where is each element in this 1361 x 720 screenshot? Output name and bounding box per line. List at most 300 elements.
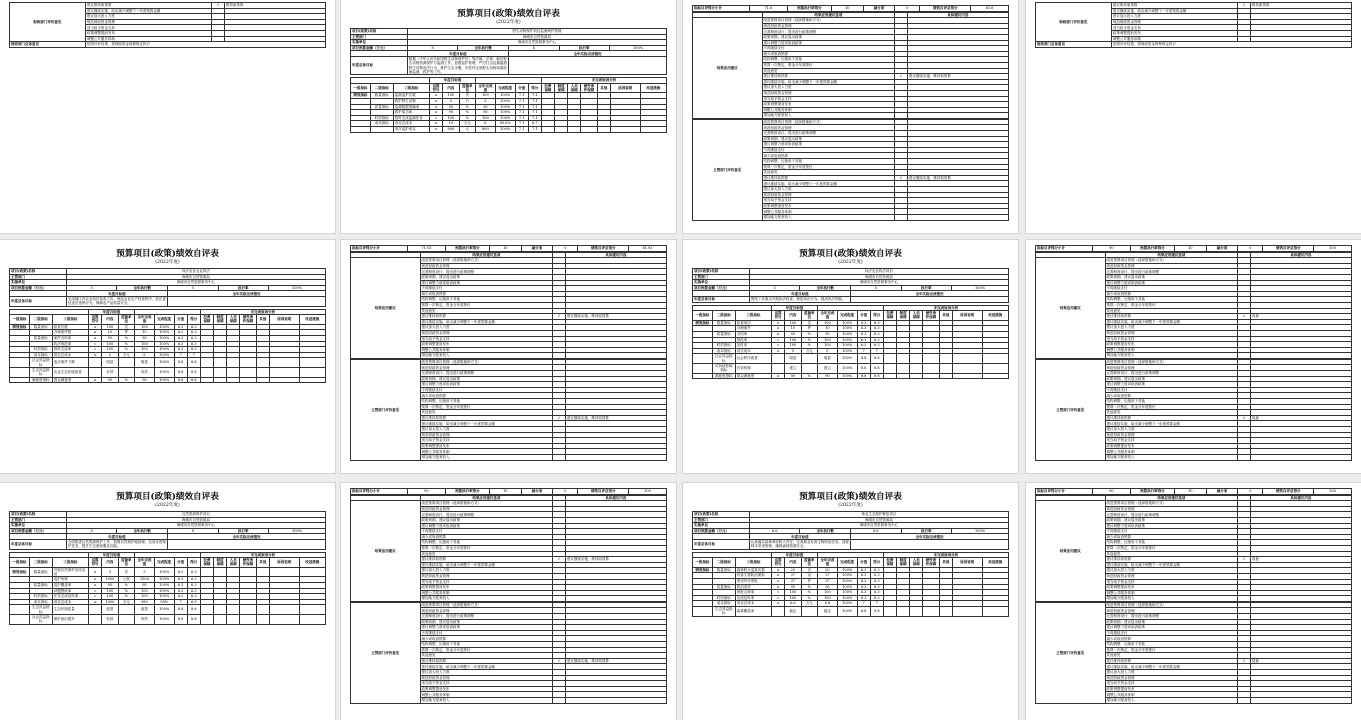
option-label: 减少或取消预算 [420, 534, 553, 540]
cell-unit [118, 367, 134, 377]
option-label: 规范财政资金管理 [420, 675, 553, 681]
cell-actual: 5 [135, 352, 155, 358]
doc-year: (2022年度) [155, 503, 180, 508]
table-cell [910, 363, 923, 373]
option-label: 改进预算项目管理（选择措施和方式） [420, 258, 553, 264]
option-label: 适当给予资金支持 [762, 198, 895, 204]
option-label: 其他意见 [420, 410, 553, 416]
cell-score: 8.8 [870, 606, 883, 616]
option-label: 政策到期，建议退出政策 [762, 136, 895, 142]
option-label: 调整公共服务体制 [1105, 692, 1238, 698]
option-note: 同意 [1250, 658, 1351, 664]
label-specific: 具体建议内容 [1250, 252, 1351, 258]
document-page[interactable] [683, 240, 1018, 473]
label-grand: 绩效自评总得分 [920, 6, 971, 12]
option-label: 不再继续支付 [420, 529, 553, 535]
col-content: 内容 [102, 558, 118, 568]
option-label: 建议调整力度或取消政策 [420, 280, 553, 286]
table-cell [1238, 454, 1251, 460]
cell-weight: 7.1 [515, 98, 528, 104]
label-dept: 主管部门 [10, 517, 67, 523]
option-label: 建议加大投入力度 [1111, 14, 1237, 20]
option-label: 建议继续实施，给出减少调整下一年度预算金额 [1105, 562, 1238, 568]
check-mark: √ [1238, 415, 1251, 421]
table-row [10, 377, 326, 383]
cell-actual: 5 [476, 98, 496, 104]
cell-rate: 100% [154, 377, 174, 383]
cell-rate: 100% [837, 343, 857, 349]
label-exec: 全年执行数 [800, 285, 851, 291]
value-exec: 5 [167, 285, 218, 291]
col-system: 制度保障 [897, 558, 910, 568]
col-weight: 分值 [857, 311, 870, 321]
table-cell [565, 697, 666, 703]
value-dept: 海城市自然资源局 [66, 274, 325, 280]
option-label: 建议加大投入力度 [1105, 568, 1238, 574]
cell-val: 100 [443, 93, 459, 99]
cell-weight: 6.3 [857, 578, 870, 584]
col-actual: 全年完成值 [818, 558, 838, 568]
table-cell [227, 367, 240, 377]
table-cell [982, 373, 1008, 379]
value-exec: 6.6 [850, 528, 901, 534]
cell-score: 6.3 [870, 573, 883, 579]
cell-op: = [88, 347, 101, 353]
cell-weight: 6.3 [857, 343, 870, 349]
col-hardware: 硬件条件保障 [923, 558, 939, 568]
table-cell [883, 373, 896, 379]
label-grand: 绩效自评总得分 [578, 246, 629, 252]
document-page[interactable] [0, 240, 335, 473]
option-label: 建议继续实施，给出减少调整下一年度预算金额 [420, 562, 553, 568]
label-apply: 结果应用建议选项 [1105, 252, 1238, 258]
label-dept: 主管部门 [693, 274, 750, 280]
col-other: 其他 [939, 558, 952, 568]
label-perf: 绩效指标 [10, 567, 30, 577]
cell-op: ≥ [88, 567, 101, 577]
cell-actual: 8 [476, 121, 496, 127]
cell-actual: 1000 [135, 577, 155, 583]
table-cell [952, 373, 982, 379]
col-comp-rate: 完成程度 [495, 83, 515, 93]
cell-rate: 100% [837, 578, 857, 584]
table-cell [240, 605, 256, 615]
table-cell [351, 126, 371, 132]
table-cell [565, 454, 666, 460]
label-completion: 全年实际完成情况 [167, 534, 325, 540]
document-page[interactable] [1026, 0, 1361, 233]
cell-weight: 6.3 [174, 330, 187, 336]
cell-unit: % [118, 335, 134, 341]
value-rating: 10 [490, 489, 522, 495]
cell-weight: 6.3 [857, 590, 870, 596]
cell-unit: 次 [118, 567, 134, 577]
option-label: 规范财政资金管理 [1105, 330, 1238, 336]
document-page[interactable] [341, 0, 676, 233]
label-rating: 预算执行率得分 [1130, 246, 1174, 252]
value-impl-unit: 海城市自然资源事务中心 [407, 40, 666, 46]
cell-lv2: 数量指标 [29, 324, 52, 330]
cell-actual: 90 [476, 110, 496, 116]
table-cell [553, 596, 566, 602]
cell-score: 6.9 [187, 599, 200, 605]
table-cell [850, 539, 1008, 549]
cell-score: 6.3 [187, 567, 200, 577]
label-target: 年度目标值 [407, 51, 508, 57]
dept-options-table [350, 359, 667, 461]
indicator-table [350, 77, 667, 132]
cell-lv3: 问题整改率 [52, 588, 88, 594]
option-label: 建议维持原预算 [1105, 557, 1238, 563]
dept-options-table [692, 119, 1009, 221]
value-budget: 8 [66, 528, 117, 534]
label-exec: 全年执行数 [800, 528, 851, 534]
option-label: 政策调整提前发布 [420, 342, 553, 348]
cell-rate: 100% [154, 577, 174, 583]
cell-unit: % [801, 590, 817, 596]
cell-actual: 明显 [818, 354, 838, 364]
table-cell [1250, 454, 1351, 460]
col-improve: 改进措施 [640, 83, 666, 93]
cell-lv3: 检查次数 [52, 324, 88, 330]
value-exec: 5 [850, 285, 901, 291]
label-rate: 执行率 [218, 285, 269, 291]
cell-unit: % [118, 377, 134, 383]
col-system: 制度保障 [555, 83, 568, 93]
table-cell [1250, 353, 1351, 359]
option-label: 适当给予资金支持 [1111, 25, 1237, 31]
label-impl-unit: 实施单位 [10, 523, 67, 529]
cell-lv2: 生态效益指标 [712, 606, 735, 616]
option-label: 完善制度设计，提出进行政策调整 [1105, 371, 1238, 377]
label-completion: 全年实际完成情况 [850, 291, 1008, 297]
cell-unit: 万元 [801, 348, 817, 354]
cell-score: 6.3 [187, 347, 200, 353]
option-label: 建议加大投入力度 [420, 427, 553, 433]
cell-rate: 100% [837, 595, 857, 601]
option-label: 规范财政资金管理 [420, 330, 553, 336]
table-cell [299, 605, 325, 615]
option-label: 不再继续支付 [420, 387, 553, 393]
cell-score: 7.1 [528, 115, 541, 121]
cell-lv2: 社会效益指标 [29, 614, 52, 624]
header-table [9, 511, 326, 550]
label-project-name: 项目(政策)名称 [693, 269, 750, 275]
fin-conclusion-text: 依照评价结果，按财政资金管理规定执行 [1111, 42, 1351, 48]
option-note: 建议继续实施，维持原预算 [565, 314, 666, 320]
cell-unit: % [459, 104, 475, 110]
table-cell [553, 697, 566, 703]
label-specific: 具体建议内容 [565, 252, 666, 258]
cell-unit: 件 [801, 326, 817, 332]
col-reason: 原因说明 [952, 558, 982, 568]
cell-score: 6.3 [870, 590, 883, 596]
label-target2: 年度目标值 [88, 552, 134, 558]
cell-weight: 6.3 [174, 577, 187, 583]
cell-score: 7.1 [528, 98, 541, 104]
cell-unit: % [801, 343, 817, 349]
col-improve: 改进措施 [299, 558, 325, 568]
document-page[interactable] [1026, 483, 1361, 720]
cell-score: 6.3 [187, 594, 200, 600]
option-label: 建议加大投入力度 [420, 325, 553, 331]
option-label: 预算一次核定，资金分年度拨付 [420, 302, 553, 308]
table-cell [939, 606, 952, 616]
option-label: 政策到期，建议退出政策 [420, 619, 553, 625]
cell-lv3: 办理案件 [735, 326, 771, 332]
option-label: 增加地方配套投入 [420, 454, 553, 460]
label-perf: 绩效指标 [351, 93, 371, 99]
result-options-table [1035, 495, 1352, 602]
fin-label: 财政部门评价意见 [1036, 3, 1112, 42]
cell-actual: 100 [818, 595, 838, 601]
cell-op: ≥ [88, 330, 101, 336]
option-label: 调整公共服务体制 [420, 347, 553, 353]
check-mark: √ [895, 175, 908, 181]
document-page[interactable] [0, 0, 335, 233]
cell-lv3: 群众满意度 [52, 377, 88, 383]
cell-score: 8.8 [187, 367, 200, 377]
option-label: 建议继续实施，给出减少调整下一年度预算金额 [1105, 664, 1238, 670]
table-cell [597, 126, 610, 132]
cell-weight: 6.3 [857, 331, 870, 337]
cell-op: = [771, 337, 784, 343]
col-other: 其他 [597, 83, 610, 93]
col-lvl1: 一级指标 [351, 83, 371, 93]
cell-score: 6.3 [870, 595, 883, 601]
option-label: 规范财政资金管理 [762, 125, 895, 131]
label-rate: 执行率 [559, 45, 610, 51]
cell-actual: 980 [135, 599, 155, 605]
label-perf: 绩效指标 [693, 567, 713, 573]
option-label: 结构调整，压缩用于其他 [420, 399, 553, 405]
cell-val: 95 [102, 335, 118, 341]
option-label: 建议调整力度或取消政策 [762, 40, 895, 46]
score-table [1035, 245, 1352, 252]
table-cell [897, 373, 910, 379]
cell-rate: 98% [154, 599, 174, 605]
cell-weight: 8.8 [857, 363, 870, 373]
cell-rate: 100% [495, 104, 515, 110]
cell-rate: 100% [495, 98, 515, 104]
cell-weight: 6.3 [857, 567, 870, 573]
option-label: 增加地方配套投入 [762, 214, 895, 220]
document-page[interactable] [683, 0, 1018, 233]
option-label: 其他意见 [762, 68, 895, 74]
option-label: 政策到期，建议退出政策 [1105, 274, 1238, 280]
value-deduct: 0 [1238, 489, 1263, 495]
option-label: 完善制度设计，提出进行政策调整 [420, 512, 553, 518]
option-label: 结构调整，压缩用于其他 [420, 297, 553, 303]
option-label: 规范财政资金管理 [762, 90, 895, 96]
cell-score: 6.3 [870, 331, 883, 337]
col-weight: 分值 [174, 315, 187, 325]
cell-val: 100 [785, 337, 801, 343]
cell-weight: 6.3 [857, 326, 870, 332]
cell-rate: 100% [154, 358, 174, 368]
table-cell [897, 606, 910, 616]
value-rate: 100% [269, 528, 326, 534]
cell-rate: 100% [837, 573, 857, 579]
table-cell [10, 367, 30, 377]
cell-val: 稳定 [785, 606, 801, 616]
document-page[interactable] [341, 483, 676, 720]
option-label: 预算一次核定，资金分年度拨付 [1105, 647, 1238, 653]
table-cell [508, 56, 666, 74]
table-cell [640, 126, 666, 132]
cell-val: 明显 [102, 358, 118, 368]
document-page[interactable] [1026, 240, 1361, 473]
option-label: 规范财政资金管理 [762, 23, 895, 29]
table-cell [227, 358, 240, 368]
cell-lv2: 时效指标 [712, 595, 735, 601]
option-label: 适当给予资金支持 [1105, 681, 1238, 687]
col-improve: 改进措施 [982, 558, 1008, 568]
document-page[interactable] [341, 240, 676, 473]
col-system: 制度保障 [897, 311, 910, 321]
label-dept: 主管部门 [10, 274, 67, 280]
cell-val: 100 [785, 343, 801, 349]
cell-weight: 6.3 [857, 337, 870, 343]
table-cell [227, 567, 240, 577]
col-staff: 人员保障 [910, 558, 923, 568]
option-label: 增加地方配套投入 [762, 113, 895, 119]
table-cell [982, 606, 1008, 616]
option-label: 建议加大投入力度 [420, 670, 553, 676]
option-label: 适当给予资金支持 [1105, 579, 1238, 585]
table-cell [299, 358, 325, 368]
label-completion: 全年实际完成情况 [850, 534, 1008, 540]
option-label: 减少或取消预算 [420, 636, 553, 642]
result-label: 结果应用建议 [351, 258, 421, 359]
col-unit: 度量单位 [118, 558, 134, 568]
col-actual: 全年完成值 [818, 311, 838, 321]
cell-val: 100 [785, 320, 801, 326]
cell-op: ≥ [88, 577, 101, 583]
option-label: 其他意见 [1105, 653, 1238, 659]
cell-actual: 90 [818, 373, 838, 379]
cell-lv3: 项目成本 [735, 348, 771, 354]
cell-lv3: 项目总成本 [393, 121, 429, 127]
cell-op: = [429, 115, 442, 121]
document-page[interactable] [683, 483, 1018, 720]
dept-label: 主管部门评价意见 [351, 359, 421, 460]
check-mark: √ [1238, 314, 1251, 320]
option-label: 增加地方配套投入 [420, 353, 553, 359]
option-label: 预算一次核定，资金分年度拨付 [762, 62, 895, 68]
header-table [692, 268, 1009, 303]
col-score: 得分 [187, 558, 200, 568]
dept-label: 主管部门评价意见 [351, 602, 421, 703]
label-apply: 结果应用建议选项 [762, 12, 895, 18]
cell-lv3: 按时完成监测任务 [393, 115, 429, 121]
table-cell [693, 606, 713, 616]
table-cell [897, 363, 910, 373]
col-reason: 原因说明 [952, 311, 982, 321]
option-label: 预算一次核定，资金分年度拨付 [1105, 545, 1238, 551]
value-total: 90 [1092, 489, 1130, 495]
check-mark: √ [1238, 658, 1251, 664]
option-label: 减少或取消预算 [1105, 636, 1238, 642]
cell-weight: 6.3 [174, 324, 187, 330]
option-label: 建议加大投入力度 [762, 187, 895, 193]
cell-weight: 8.8 [174, 605, 187, 615]
label-specific: 具体建议内容 [565, 495, 666, 501]
col-other: 其他 [256, 558, 269, 568]
cell-lv3: 巡护覆盖率 [52, 582, 88, 588]
cell-weight: 7.1 [515, 121, 528, 127]
cell-unit [801, 363, 817, 373]
value-rating: 10 [490, 246, 522, 252]
cell-score: 6.3 [187, 582, 200, 588]
cell-lv2: 时效指标 [370, 115, 393, 121]
table-cell [240, 614, 256, 624]
label-apply: 结果应用建议选项 [420, 252, 553, 258]
cell-lv3: 完成及时率 [735, 595, 771, 601]
value-project-name: 野生动物保护项目监测保护管理 [407, 29, 666, 35]
table-cell [214, 614, 227, 624]
cell-weight: 6.3 [857, 573, 870, 579]
value-dept: 海城市自然资源局 [749, 274, 1008, 280]
col-op: 运算符号 [771, 311, 784, 321]
cell-weight: 7 [174, 599, 187, 605]
table-row [693, 373, 1009, 379]
option-label: 建议加大投入力度 [1105, 670, 1238, 676]
table-cell [923, 363, 939, 373]
option-label: 建议继续实施，给出减少调整下一年度预算金额 [1111, 8, 1237, 14]
cell-op: ≤ [429, 126, 442, 132]
dept-options-table [350, 602, 667, 704]
cell-score: 7.1 [528, 104, 541, 110]
cell-rate: 100% [154, 614, 174, 624]
option-label: 建议加大投入力度 [762, 85, 895, 91]
col-hardware: 硬件条件保障 [581, 83, 597, 93]
cell-lv3: 森林防火巡查次数 [735, 567, 771, 573]
document-page[interactable] [0, 483, 335, 720]
col-lvl2: 二级指标 [29, 558, 52, 568]
label-project-name: 项目(政策)名称 [693, 512, 750, 518]
indicator-table [692, 305, 1009, 380]
option-label: 完善制度设计，提出进行政策调整 [762, 29, 895, 35]
doc-year: (2022年度) [838, 260, 863, 265]
table-cell [907, 214, 1008, 220]
option-label: 减少或取消预算 [420, 393, 553, 399]
dept-label: 主管部门评价意见 [693, 119, 763, 220]
label-deduct: 减分项 [863, 6, 895, 12]
result-options-table [350, 495, 667, 602]
cell-lv3: 项目总成本 [735, 601, 771, 607]
label-budget: 项目预算金额（万元） [351, 45, 408, 51]
cell-score: 6.3 [187, 335, 200, 341]
option-label: 完善制度设计，提出进行政策调整 [1105, 614, 1238, 620]
table-cell [200, 605, 213, 615]
option-label: 政策调整提前发布 [762, 102, 895, 108]
table-cell [923, 373, 939, 379]
cell-unit: 万元 [118, 352, 134, 358]
cell-op [771, 606, 784, 616]
cell-lv3: 采伐许可审批 [735, 578, 771, 584]
table-cell [610, 126, 640, 132]
cell-lv2: 数量指标 [370, 93, 393, 99]
value-goal: 全面推进自然资源保护工作，加强自然保护地管理，完成年度保护任务，提升生态系统服务功能。 [67, 539, 166, 549]
option-label: 建议维持原预算 [420, 658, 553, 664]
result-options-table [350, 252, 667, 359]
cell-actual: 20 [818, 567, 838, 573]
col-unit: 度量单位 [801, 311, 817, 321]
cell-rate: 100% [837, 320, 857, 326]
table-cell [10, 605, 30, 615]
cell-weight: 8.8 [174, 358, 187, 368]
